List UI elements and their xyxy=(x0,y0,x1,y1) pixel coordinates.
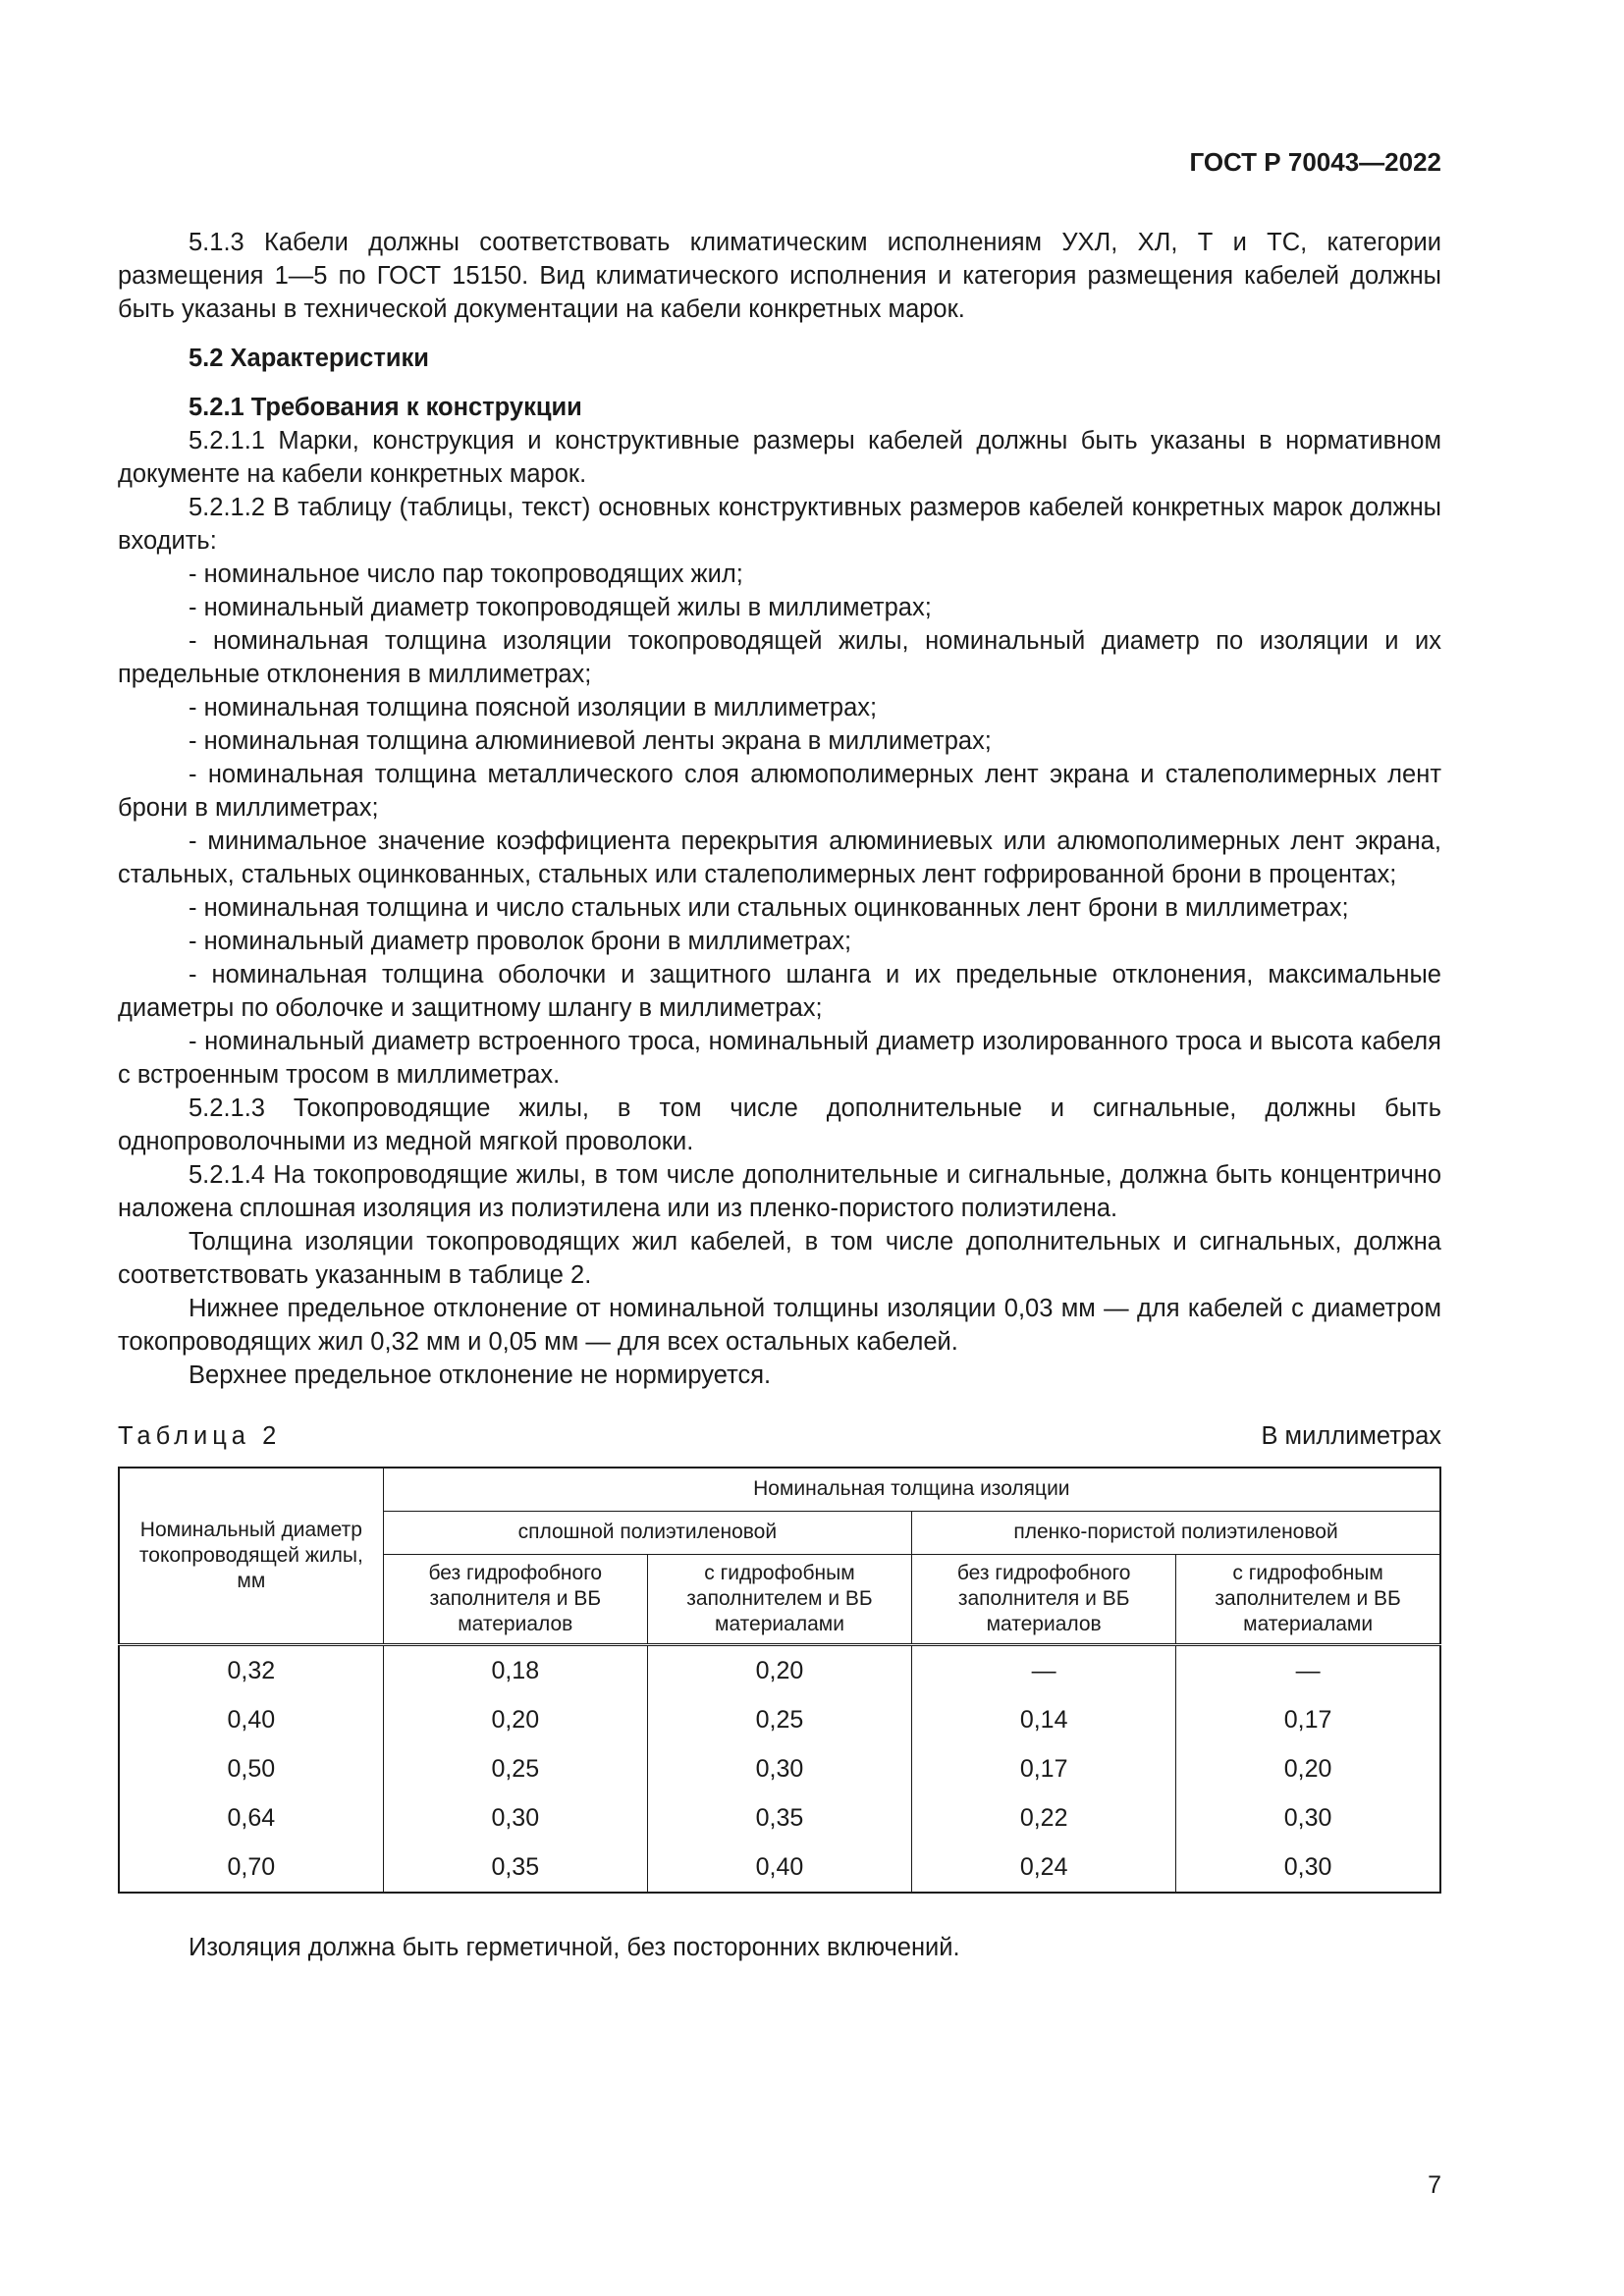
paragraph-5-2-1-4: 5.2.1.4 На токопроводящие жилы, в том числе дополнительные и сигнальные, должна быть концентрично наложена сплошная изоляция из полиэтилена или из пленко-пористого полиэтилена. xyxy=(118,1161,1441,1222)
table-header-solid: сплошной полиэтиленовой xyxy=(383,1511,911,1554)
table-cell: 0,20 xyxy=(1176,1744,1440,1793)
insulation-thickness-table xyxy=(118,1467,1441,1894)
list-item: - номинальная толщина изоляции токопроводящей жилы, номинальный диаметр по изоляции и их предельные отклонения в миллиметрах; xyxy=(118,627,1441,688)
table-header-col: без гидрофобного заполнителя и ВБ материалов xyxy=(912,1554,1176,1644)
list-item: - номинальный диаметр проволок брони в миллиметрах; xyxy=(189,928,852,955)
table-cell: 0,22 xyxy=(912,1793,1176,1842)
table-cell: 0,30 xyxy=(1176,1842,1440,1893)
section-heading-5-2: 5.2 Характеристики xyxy=(189,345,429,372)
paragraph-lower-deviation: Нижнее предельное отклонение от номинальной толщины изоляции 0,03 мм — для кабелей с диаметром токопроводящих жил 0,32 мм и 0,05 мм — для всех остальных кабелей. xyxy=(118,1295,1441,1356)
table-header-col: без гидрофобного заполнителя и ВБ материалов xyxy=(383,1554,647,1644)
paragraph-5-2-1-2: 5.2.1.2 В таблицу (таблицы, текст) основных конструктивных размеров кабелей конкретных марок должны входить: xyxy=(118,494,1441,555)
table-cell: 0,20 xyxy=(383,1695,647,1744)
list-item: - номинальный диаметр встроенного троса, номинальный диаметр изолированного троса и высота кабеля с встроенным тросом в миллиметрах. xyxy=(118,1028,1441,1089)
table-units: В миллиметрах xyxy=(1261,1422,1441,1450)
table-cell: 0,35 xyxy=(647,1793,911,1842)
paragraph-insulation-tightness: Изоляция должна быть герметичной, без посторонних включений. xyxy=(189,1933,960,1961)
table-caption: Таблица 2 xyxy=(118,1422,282,1450)
list-item: - номинальный диаметр токопроводящей жилы в миллиметрах; xyxy=(189,594,932,621)
list-item: - номинальное число пар токопроводящих жил; xyxy=(189,561,743,588)
table-cell: — xyxy=(1176,1644,1440,1695)
table-row xyxy=(119,1793,1440,1842)
table-cell: 0,14 xyxy=(912,1695,1176,1744)
table-row xyxy=(119,1842,1440,1893)
paragraph-upper-deviation: Верхнее предельное отклонение не нормируется. xyxy=(189,1362,772,1389)
table-cell: 0,30 xyxy=(1176,1793,1440,1842)
list-item: - номинальная толщина поясной изоляции в миллиметрах; xyxy=(189,694,878,721)
table-header-diameter: Номинальный диаметр токопроводящей жилы, мм xyxy=(119,1468,383,1644)
table-cell: — xyxy=(912,1644,1176,1695)
subsection-heading-5-2-1: 5.2.1 Требования к конструкции xyxy=(189,394,582,421)
requirements-list xyxy=(118,558,1441,1092)
paragraph-insulation-thickness: Толщина изоляции токопроводящих жил кабелей, в том числе дополнительных и сигнальных, должна соответствовать указанным в таблице 2. xyxy=(118,1228,1441,1289)
paragraph-5-2-1-3: 5.2.1.3 Токопроводящие жилы, в том числе дополнительные и сигнальные, должны быть однопроволочными из медной мягкой проволоки. xyxy=(118,1095,1441,1155)
table-cell: 0,18 xyxy=(383,1644,647,1695)
table-cell: 0,30 xyxy=(647,1744,911,1793)
paragraph-5-2-1-1: 5.2.1.1 Марки, конструкция и конструктивные размеры кабелей должны быть указаны в нормативном документе на кабели конкретных марок. xyxy=(118,427,1441,488)
list-item: - минимальное значение коэффициента перекрытия алюминиевых или алюмополимерных лент экрана, стальных, стальных оцинкованных, стальных или сталеполимерных лент гофрированной брони в процентах; xyxy=(118,828,1441,888)
table-header-col: с гидрофобным заполнителем и ВБ материалами xyxy=(1176,1554,1440,1644)
table-header-thickness: Номинальная толщина изоляции xyxy=(383,1468,1440,1511)
table-cell: 0,20 xyxy=(647,1644,911,1695)
list-item: - номинальная толщина металлического слоя алюмополимерных лент экрана и сталеполимерных лент брони в миллиметрах; xyxy=(118,761,1441,822)
table-cell: 0,70 xyxy=(119,1842,383,1893)
paragraph-5-1-3: 5.1.3 Кабели должны соответствовать климатическим исполнениям УХЛ, ХЛ, Т и ТС, категории размещения 1—5 по ГОСТ 15150. Вид климатического исполнения и категория размещения кабелей должны быть указаны в технической документации на кабели конкретных марок. xyxy=(118,229,1441,323)
list-item: - номинальная толщина алюминиевой ленты экрана в миллиметрах; xyxy=(189,727,992,755)
table-row xyxy=(119,1695,1440,1744)
table-cell: 0,24 xyxy=(912,1842,1176,1893)
document-standard-id: ГОСТ Р 70043—2022 xyxy=(1189,147,1441,177)
table-cell: 0,32 xyxy=(119,1644,383,1695)
table-header-foam-skin: пленко-пористой полиэтиленовой xyxy=(912,1511,1440,1554)
document-body xyxy=(118,226,1441,1964)
list-item: - номинальная толщина и число стальных или стальных оцинкованных лент брони в миллиметрах; xyxy=(189,894,1349,922)
table-cell: 0,35 xyxy=(383,1842,647,1893)
table-cell: 0,17 xyxy=(912,1744,1176,1793)
table-cell: 0,40 xyxy=(647,1842,911,1893)
table-cell: 0,64 xyxy=(119,1793,383,1842)
table-row xyxy=(119,1644,1440,1695)
table-cell: 0,25 xyxy=(383,1744,647,1793)
page-number: 7 xyxy=(1428,2171,1441,2199)
table-caption-row xyxy=(118,1419,1441,1453)
table-cell: 0,50 xyxy=(119,1744,383,1793)
list-item: - номинальная толщина оболочки и защитного шланга и их предельные отклонения, максимальные диаметры по оболочке и защитному шлангу в миллиметрах; xyxy=(118,961,1441,1022)
table-header-col: с гидрофобным заполнителем и ВБ материалами xyxy=(647,1554,911,1644)
table-cell: 0,25 xyxy=(647,1695,911,1744)
table-row xyxy=(119,1744,1440,1793)
table-cell: 0,40 xyxy=(119,1695,383,1744)
table-cell: 0,17 xyxy=(1176,1695,1440,1744)
table-cell: 0,30 xyxy=(383,1793,647,1842)
